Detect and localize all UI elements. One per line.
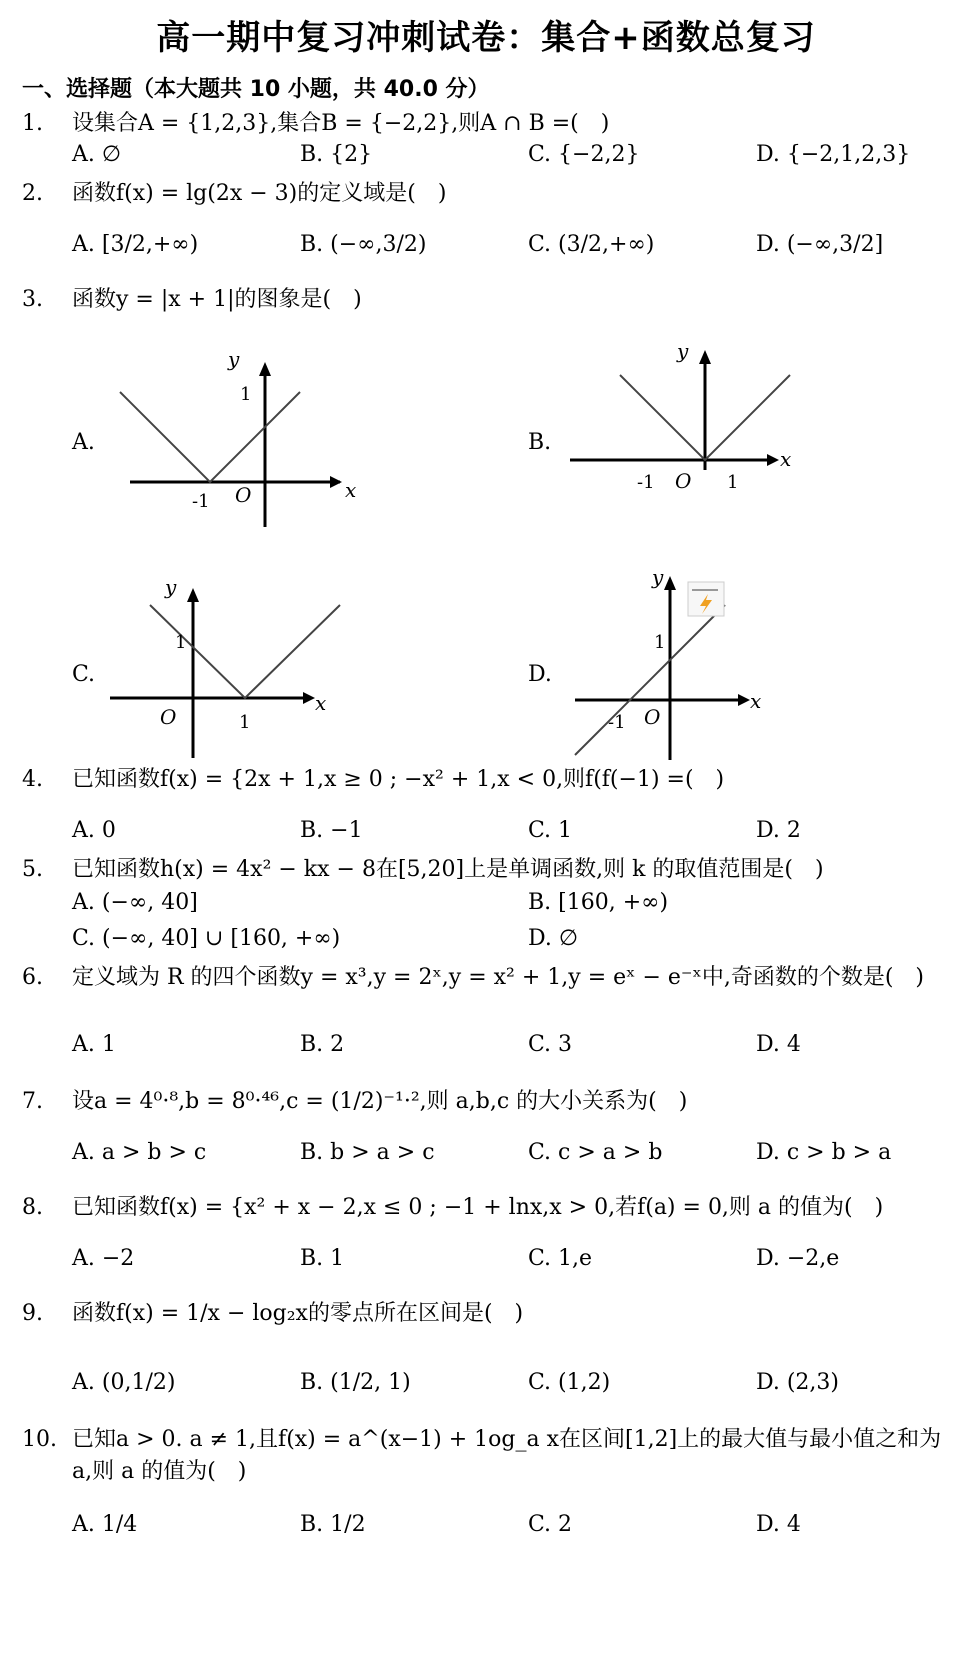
option-b[interactable]: B. −1 [300, 818, 363, 843]
x-label: x [345, 478, 357, 502]
option-d[interactable]: D. −2,e [756, 1246, 840, 1271]
option-a[interactable]: A. a > b > c [72, 1140, 207, 1165]
option-a[interactable]: A. −2 [72, 1246, 135, 1271]
question-number: 1. [22, 111, 43, 136]
option-c[interactable]: C. c > a > b [528, 1140, 663, 1165]
question-6 [0, 962, 972, 1034]
option-a[interactable]: A. 1 [72, 1032, 116, 1057]
question-number: 9. [22, 1301, 43, 1326]
tick-neg1: -1 [608, 712, 626, 733]
options-2 [0, 232, 972, 264]
graph-b [565, 340, 815, 520]
y-arrow [259, 362, 271, 376]
question-number: 4. [22, 767, 43, 792]
question-text: 定义域为 R 的四个函数y = x³,y = 2ˣ,y = x² + 1,y = eˣ − e⁻ˣ中,奇函数的个数是( ) [72, 965, 924, 990]
options-8 [0, 1246, 972, 1278]
option-a[interactable]: A. 0 [72, 818, 116, 843]
origin-label: O [644, 705, 661, 729]
options-10 [0, 1512, 972, 1544]
tick-1-x: 1 [239, 712, 251, 733]
question-number: 5. [22, 857, 43, 882]
option-c[interactable]: C. 1 [528, 818, 573, 843]
option-a[interactable]: A. [72, 430, 95, 455]
question-text: 设a = 4⁰·⁸,b = 8⁰·⁴⁶,c = (1/2)⁻¹·²,则 a,b,c 的大小关系为( ) [72, 1089, 688, 1114]
origin-label: O [160, 705, 177, 729]
option-d[interactable]: D. (−∞,3/2] [756, 232, 884, 257]
options-1 [0, 142, 972, 174]
tick-1: 1 [175, 632, 187, 653]
y-label: y [652, 570, 664, 589]
tick-1: 1 [727, 472, 739, 493]
options-6 [0, 1032, 972, 1064]
option-c[interactable]: C. 2 [528, 1512, 573, 1537]
option-c[interactable]: C. 1,e [528, 1246, 593, 1271]
question-text: 已知函数h(x) = 4x² − kx − 8在[5,20]上是单调函数,则 k 的取值范围是( ) [72, 857, 824, 882]
question-text: 已知函数f(x) = {2x + 1,x ≥ 0 ; −x² + 1,x < 0,则f(f(−1) =( ) [72, 767, 725, 792]
tick-neg1: -1 [637, 472, 655, 493]
question-number: 6. [22, 965, 43, 990]
y-label: y [165, 578, 177, 599]
options-4 [0, 818, 972, 850]
tick-1: 1 [240, 384, 252, 405]
option-b[interactable]: B. (1/2, 1) [300, 1370, 411, 1395]
option-d[interactable]: D. ∅ [528, 926, 579, 951]
option-d[interactable]: D. {−2,1,2,3} [756, 142, 911, 167]
y-arrow [187, 588, 199, 602]
option-d[interactable]: D. 4 [756, 1032, 801, 1057]
option-b[interactable]: B. 1/2 [300, 1512, 366, 1537]
option-d[interactable]: D. [528, 662, 552, 687]
option-c[interactable]: C. (1,2) [528, 1370, 611, 1395]
x-arrow [738, 694, 750, 706]
option-b[interactable]: B. 1 [300, 1246, 345, 1271]
graph-line [575, 605, 725, 755]
question-text: 函数y = |x + 1|的图象是( ) [72, 287, 362, 312]
question-text: 函数f(x) = 1/x − log₂x的零点所在区间是( ) [72, 1301, 524, 1326]
y-label: y [228, 352, 240, 371]
option-d[interactable]: D. 2 [756, 818, 801, 843]
option-c[interactable]: C. (−∞, 40] ∪ [160, +∞) [72, 926, 341, 951]
graph-a [110, 352, 360, 532]
graph-d [570, 570, 820, 770]
x-label: x [750, 689, 762, 713]
tick-neg1: -1 [192, 491, 210, 512]
x-arrow [303, 692, 315, 704]
origin-label: O [235, 483, 252, 507]
option-a[interactable]: A. [3/2,+∞) [72, 232, 199, 257]
section-heading: 一、选择题（本大题共 10 小题，共 40.0 分） [22, 77, 490, 102]
question-number: 2. [22, 181, 43, 206]
question-number: 10. [22, 1427, 57, 1452]
option-d[interactable]: D. 4 [756, 1512, 801, 1537]
question-text: 设集合A = {1,2,3},集合B = {−2,2},则A ∩ B =( ) [72, 111, 610, 136]
option-b[interactable]: B. 2 [300, 1032, 345, 1057]
option-c[interactable]: C. (3/2,+∞) [528, 232, 655, 257]
x-label: x [780, 447, 792, 471]
option-b[interactable]: B. b > a > c [300, 1140, 435, 1165]
option-c[interactable]: C. 3 [528, 1032, 573, 1057]
graph-line [120, 392, 300, 482]
y-arrow [699, 350, 711, 364]
option-d[interactable]: D. c > b > a [756, 1140, 892, 1165]
option-b[interactable]: B. [528, 430, 552, 455]
option-b[interactable]: B. {2} [300, 142, 373, 167]
option-c[interactable]: C. [72, 662, 96, 687]
question-text: 已知a > 0. a ≠ 1,且f(x) = a^(x−1) + 1og_a x在区间[1,2]上的最大值与最小值之和为 a,则 a 的值为( ) [72, 1427, 942, 1484]
graph-c [105, 578, 355, 758]
origin-label: O [675, 469, 692, 493]
option-d[interactable]: D. (2,3) [756, 1370, 839, 1395]
option-c[interactable]: C. {−2,2} [528, 142, 640, 167]
y-label: y [677, 340, 689, 363]
options-7 [0, 1140, 972, 1172]
option-a[interactable]: A. (−∞, 40] [72, 890, 198, 915]
options-5-row1 [0, 890, 972, 922]
question-number: 7. [22, 1089, 43, 1114]
options-5-row2 [0, 926, 972, 958]
question-text: 已知函数f(x) = {x² + x − 2,x ≤ 0 ; −1 + lnx,x > 0,若f(a) = 0,则 a 的值为( ) [72, 1195, 884, 1220]
question-number: 8. [22, 1195, 43, 1220]
page-title: 高一期中复习冲刺试卷：集合+函数总复习 [156, 18, 816, 58]
option-a[interactable]: A. ∅ [72, 142, 122, 167]
question-text: 函数f(x) = lg(2x − 3)的定义域是( ) [72, 181, 447, 206]
x-arrow [330, 476, 342, 488]
options-9 [0, 1370, 972, 1402]
question-10 [0, 1424, 972, 1496]
y-arrow [664, 576, 676, 590]
option-a[interactable]: A. (0,1/2) [72, 1370, 176, 1395]
question-number: 3. [22, 287, 43, 312]
x-arrow [767, 454, 779, 466]
option-b[interactable]: B. (−∞,3/2) [300, 232, 427, 257]
option-b[interactable]: B. [160, +∞) [528, 890, 669, 915]
option-a[interactable]: A. 1/4 [72, 1512, 138, 1537]
x-label: x [315, 691, 327, 715]
tick-1: 1 [654, 632, 666, 653]
